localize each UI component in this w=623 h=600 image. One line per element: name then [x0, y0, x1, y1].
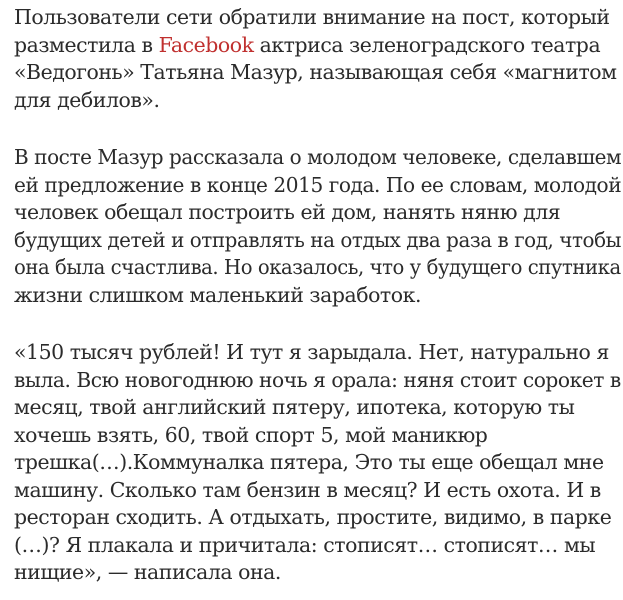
text-line: трешка(…).Коммуналка пятера, Это ты еще обещал мне — [14, 450, 604, 474]
text-line: Пользователи сети обратили внимание на пост, который — [14, 5, 610, 29]
text-line — [14, 32, 621, 60]
text-fragment: разместила в — [14, 32, 159, 57]
text-line: жизни слишком маленький заработок. — [14, 282, 422, 307]
text-line: «Ведогонь» Татьяна Мазур, называющая себя «магнитом — [14, 60, 617, 84]
text-line: выла. Всю новогоднюю ночь я орала: няня стоит сорокет в — [14, 367, 621, 392]
text-line: ресторан сходить. А отдыхать, простите, видимо, в парке — [14, 505, 612, 529]
paragraph-story — [14, 144, 623, 309]
paragraph-intro — [14, 4, 623, 114]
paragraph-quote — [14, 339, 623, 587]
text-line: машину. Сколько там бензин в месяц? И есть охота. И в — [14, 477, 601, 502]
text-line: (…)? Я плакала и причитала: стописят… стописят… мы — [14, 532, 596, 557]
text-line: «150 тысяч рублей! И тут я зарыдала. Нет, натурально я — [14, 340, 609, 364]
text-line: ей предложение в конце 2015 года. По ее словам, молодой — [14, 172, 622, 197]
text-fragment: актриса зеленоградского театра — [253, 32, 601, 57]
text-line: она была счастлива. Но оказалось, что у будущего спутника — [14, 255, 621, 279]
text-line: месяц, твой английский пятеру, ипотека, которую ты — [14, 395, 575, 419]
text-line: хочешь взять, 60, твой спорт 5, мой маникюр — [14, 422, 488, 447]
text-line: В посте Мазур рассказала о молодом человеке, сделавшем — [14, 145, 622, 169]
text-line: нищие», — написала она. — [14, 560, 281, 584]
text-line: для дебилов». — [14, 87, 160, 112]
facebook-link[interactable]: Facebook — [158, 32, 254, 57]
text-line: будущих детей и отправлять на отдых два раза в год, чтобы — [14, 227, 621, 252]
text-line: человек обещал построить ей дом, нанять няню для — [14, 200, 561, 224]
